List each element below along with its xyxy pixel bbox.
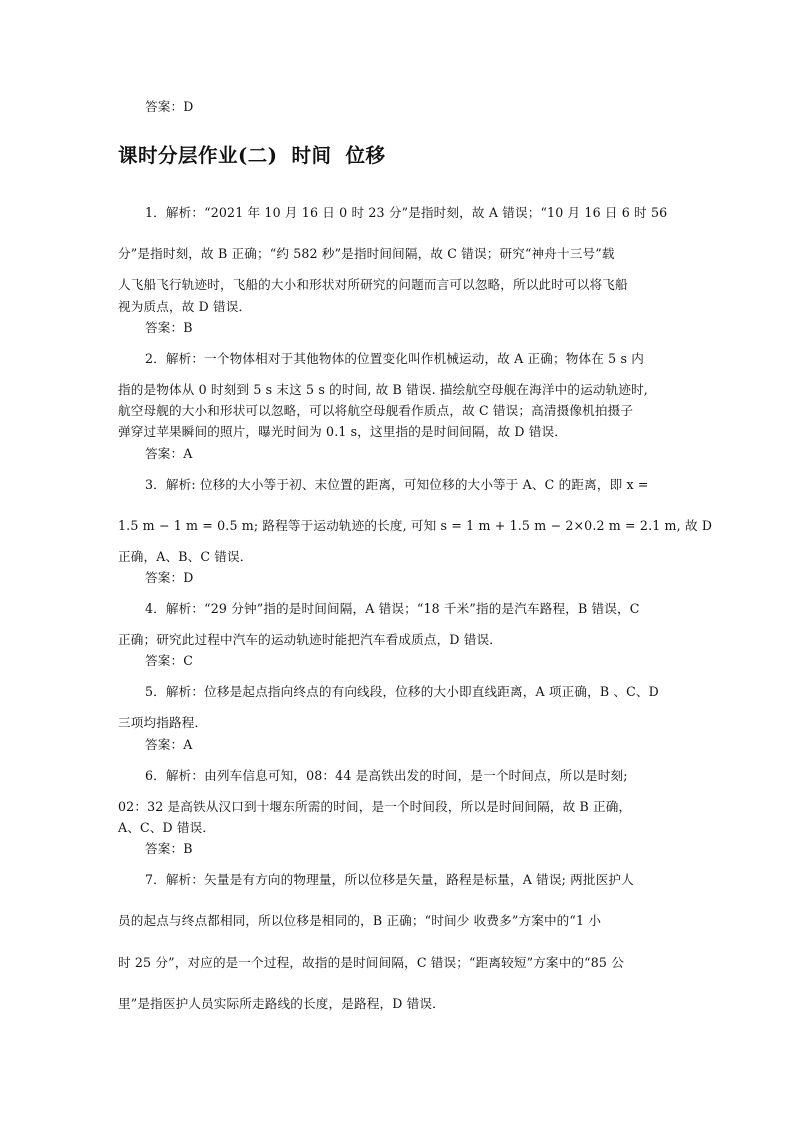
text-line: 员的起点与终点都相同，所以位移是相同的，B 正确；“时间少 收费多”方案中的“1 小: [118, 913, 602, 928]
text-line: 02：32 是高铁从汉口到十堰东所需的时间，是一个时间段，所以是时间间隔，故 B 正确，: [118, 799, 632, 814]
text-line: 指的是物体从 0 时刻到 5 s 末这 5 s 的时间, 故 B 错误. 描绘航空母舰在海洋中的运动轨迹时,: [118, 382, 648, 397]
text-line: 2．解析：一个物体相对于其他物体的位置变化叫作机械运动，故 A 正确；物体在 5 s 内: [145, 351, 644, 366]
text-line: 里”是指医护人员实际所走路线的长度，是路程，D 错误．: [118, 996, 445, 1011]
text-line: 3．解析: 位移的大小等于初、末位置的距离，可知位移的大小等于 A、C 的距离，即 x =: [145, 477, 649, 492]
text-line: 4．解析：“29 分钟”指的是时间间隔，A 错误；“18 千米”指的是汽车路程，B 错误，C: [145, 601, 640, 616]
text-line: 航空母舰的大小和形状可以忽略，可以将航空母舰看作质点，故 C 错误；高清摄像机拍摄子: [118, 403, 634, 418]
text-line: A、C、D 错误．: [118, 820, 216, 835]
answer-line: 答案：A: [145, 737, 193, 752]
answer-line: 答案：C: [145, 653, 194, 668]
answer-line: 答案：B: [145, 841, 193, 856]
title-part: 时间: [291, 144, 332, 167]
text-line: 1.5 m − 1 m = 0.5 m; 路程等于运动轨迹的长度, 可知 s = 1 m + 1.5 m − 2×0.2 m = 2.1 m, 故 D: [118, 518, 713, 533]
text-line: 5．解析：位移是起点指向终点的有向线段，位移的大小即直线距离，A 项正确，B 、C、D: [145, 684, 659, 699]
answer-line: 答案：D: [145, 570, 194, 585]
answer-line: 答案：B: [145, 320, 193, 335]
text-line: 正确，A、B、C 错误．: [118, 549, 253, 564]
text-line: 7．解析：矢量是有方向的物理量，所以位移是矢量，路程是标量，A 错误; 两批医护人: [145, 872, 634, 887]
text-line: 三项均指路程．: [118, 715, 208, 730]
text-line: 正确；研究此过程中汽车的运动轨迹时能把汽车看成质点，D 错误．: [118, 632, 502, 647]
text-line: 人飞船飞行轨迹时，飞船的大小和形状对所研究的问题而言可以忽略，所以此时可以将飞船: [118, 277, 628, 292]
text-line: 6．解析：由列车信息可知，08：44 是高铁出发的时间，是一个时间点，所以是时刻;: [145, 768, 628, 783]
text-line: 分”是指时刻，故 B 正确；“约 582 秒”是指时间间隔，故 C 错误；研究“神舟十三号”载: [118, 246, 615, 261]
answer-line: 答案：D: [145, 99, 194, 114]
text-line: 1．解析：“2021 年 10 月 16 日 0 时 23 分”是指时刻，故 A 错误；“10 月 16 日 6 时 56: [145, 205, 668, 220]
text-line: 时 25 分”，对应的是一个过程，故指的是时间间隔，C 错误；“距离较短”方案中的“85 公: [118, 955, 624, 970]
page-title: [118, 143, 385, 169]
title-part: 课时分层作业(二): [118, 144, 278, 167]
title-part: 位移: [345, 144, 386, 167]
text-line: 视为质点，故 D 错误．: [118, 299, 252, 314]
text-line: 弹穿过苹果瞬间的照片，曝光时间为 0.1 s，这里指的是时间间隔，故 D 错误．: [118, 424, 568, 439]
answer-line: 答案：A: [145, 446, 193, 461]
